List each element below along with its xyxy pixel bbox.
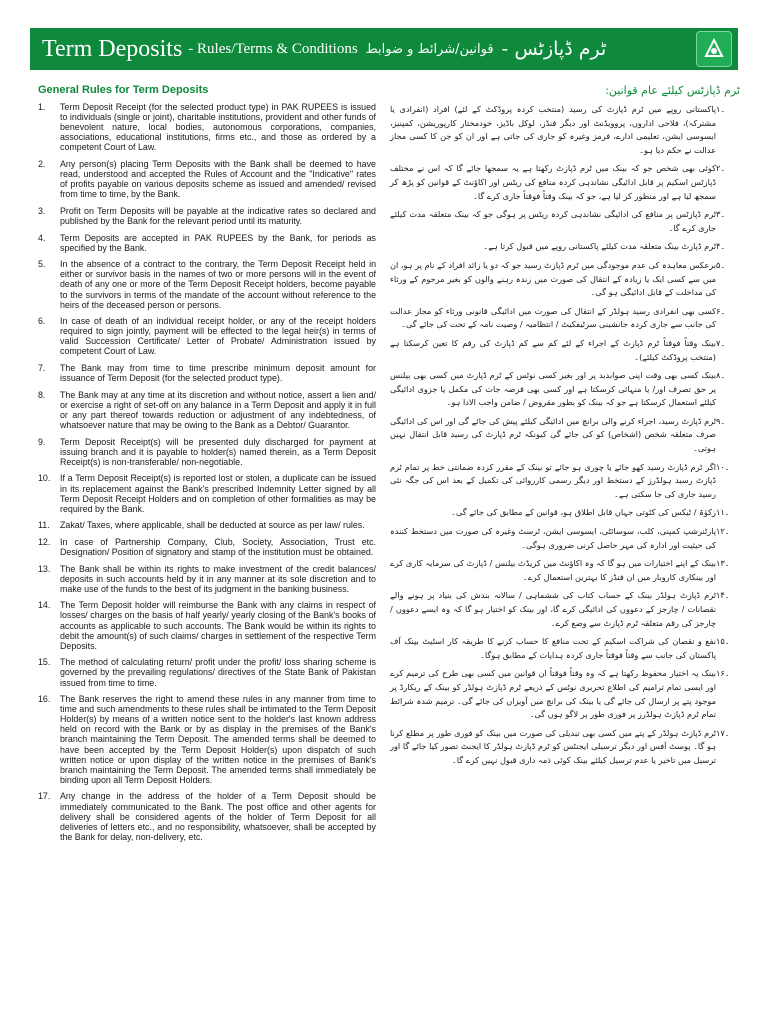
english-rule-text: Term Deposit Receipt (for the selected product type) in PAK RUPEES is issued to individuals (single or joint), charitable institutions, provident and other funds of benevolent nature, local bodies, autonomous corporations, companies, associations, educational institutions, firms etc., and those as ordered by a competent Court of Law. — [60, 102, 376, 153]
english-rule-text: Term Deposits are accepted in PAK RUPEES by the Bank, for periods as specified by the Bank. — [60, 232, 376, 253]
urdu-rule-text: بینک وقتاً فوقتاً ٹرم ڈپازٹ کے اجراء کے لئے کم سے کم ڈپازٹ کی رقم کا تعین کرسکتا ہے (منتخب پروڈکٹ کیلئے)۔ — [390, 337, 716, 362]
english-rule-item — [38, 657, 376, 687]
english-rule-item — [38, 600, 376, 650]
english-rule-text: The Bank may from time to time prescribe minimum deposit amount for issuance of Term Deposit (for the selected product type). — [60, 363, 376, 384]
urdu-rule-number: ۳۔ — [716, 209, 726, 220]
urdu-rule-item — [390, 369, 740, 410]
english-rule-text: In case of Partnership Company, Club, Society, Association, Trust etc. Designation/ Position of signatory and stamp of the institution must be obtained. — [60, 536, 376, 557]
urdu-rule-number: ۱۔ — [716, 104, 726, 114]
urdu-rule-number: ۲۔ — [716, 163, 726, 174]
urdu-rule-text: کسی بھی انفرادی رسید ہولڈر کے انتقال کی صورت میں ادائیگی قانونی ورثاء کو مجاز عدالت کی جانب سے جاری کردہ جانشینی سرٹیفکیٹ / انتظامیہ / وصیت نامہ کے تحت کی جائے گی۔ — [390, 305, 716, 330]
english-rule-number: 2. — [38, 158, 46, 169]
urdu-rule-text: زکوٰۃ / ٹیکس کی کٹوتی جہاں قابل اطلاق ہو، قوانین کے مطابق کی جائے گی۔ — [451, 507, 716, 518]
bank-logo-icon — [696, 31, 732, 67]
urdu-rule-number: ۱۶۔ — [716, 668, 730, 679]
english-rule-number: 5. — [38, 259, 46, 270]
english-rule-item — [38, 102, 376, 152]
english-rule-item — [38, 206, 376, 226]
urdu-rule-text: بینک یہ اختیار محفوظ رکھتا ہے کہ وہ وقتاً فوقتاً ان قوانین میں کسی بھی طرح کی ترمیم کرے اور ایسی تمام ترامیم کی اطلاع تحریری نوٹس کے ذریعے ٹرم ڈپازٹ ہولڈر کو بینک کے ریکارڈ پر موجود پتے پر ارسال کی جائے گی یا بینک کی برانچ میں آویزاں کی جائے گی۔ ترمیم شدہ شرائط تمام ٹرم ڈپازٹ ہولڈرز پر فوری طور پر لاگو ہوں گی۔ — [390, 668, 716, 720]
english-rule-item — [38, 259, 376, 309]
english-rule-number: 6. — [38, 316, 46, 327]
urdu-rule-item — [390, 259, 740, 300]
english-rule-text: The Term Deposit holder will reimburse the Bank with any claims in respect of losses/ charges on the basis of half yearly/ yearly closing of the Bank's books of accounts as applicable to such accounts. The Bank would be within its rights to debit the amount(s) of such claims/ charges in settlement of the respective Term Deposits. — [60, 600, 376, 651]
urdu-rule-text: اگر ٹرم ڈپازٹ رسید کھو جائے یا چوری ہو جائے تو بینک کے مقرر کردہ ضمانتی خط پر تمام ٹرم ڈپازٹ رسید ہولڈرز کے دستخط اور دیگر رسمی کارروائی کی تکمیل کے بعد اس کی جگہ نئی رسید جاری کی جا سکتی ہے۔ — [390, 461, 716, 499]
urdu-rule-text: ٹرم ڈپازٹس پر منافع کی ادائیگی نشاندہی کردہ ریٹس پر ہوگی جو کہ بینک متعلقہ مدت کیلئے جاری کرے گا۔ — [390, 209, 716, 233]
urdu-rule-number: ۶۔ — [716, 305, 726, 316]
urdu-heading: ٹرم ڈپازٹس کیلئے عام قوانین: — [605, 84, 740, 97]
english-rule-number: 12. — [38, 536, 51, 547]
urdu-rule-text: ٹرم ڈپازٹ بینک متعلقہ مدت کیلئے پاکستانی روپے میں قبول کرتا ہے۔ — [483, 241, 716, 252]
english-rule-text: In the absence of a contract to the contrary, the Term Deposit Receipt held in either or survivor basis in the names of two or more persons will in the event of death of any one or more of the Term Deposit Receipt holders, become payable to the survivors in terms of the mandate of the account without reference to the heirs of the deceased person or persons. — [60, 259, 376, 310]
urdu-rule-number: ۷۔ — [716, 337, 726, 348]
urdu-rule-item — [390, 525, 740, 552]
urdu-title: ٹرم ڈپازٹس - — [501, 38, 607, 60]
english-rule-text: Any change in the address of the holder of a Term Deposit should be immediately communicated to the Bank. The post office and other agents for delivery shall be considered agents of the holder of Term Deposit for all deliveries of letters etc., and no responsibility, whatsoever, shall be accepted by the Bank for delay, non-delivery, etc. — [60, 791, 376, 842]
english-rule-text: Zakat/ Taxes, where applicable, shall be deducted at source as per law/ rules. — [60, 520, 365, 531]
urdu-rule-number: ۴۔ — [716, 241, 726, 252]
urdu-rule-number: ۱۱۔ — [716, 507, 730, 518]
urdu-rule-number: ۱۵۔ — [716, 636, 730, 647]
urdu-rule-item — [390, 506, 740, 520]
english-rule-number: 14. — [38, 600, 51, 611]
english-rule-text: The method of calculating return/ profit under the profit/ loss sharing scheme is governed by the prevailing regulations/ directives of the State Bank of Pakistan issued from time to time. — [60, 657, 376, 688]
urdu-rule-item — [390, 162, 740, 203]
urdu-rule-item — [390, 305, 740, 332]
urdu-rule-item — [390, 589, 740, 630]
urdu-rule-number: ۱۷۔ — [716, 727, 730, 738]
english-rule-text: The Bank reserves the right to amend these rules in any manner from time to time and such amendments to these rules shall be intimated to the Term Deposit Holder(s) by means of a written notice sent to the holder's last known address held on record with the Bank or by as display in the premises of the Bank's branch maintaining the Term Deposit. The amended terms shall be deemed to have been accepted by the Term Deposit Holder(s) upon dispatch of such written notice or upon display of the written notice in the premises of Bank's branch maintaining the Term Deposit. The amended terms shall immediately be binding upon all Term Deposit Holders. — [60, 694, 376, 785]
english-rule-item — [38, 564, 376, 594]
english-rule-item — [38, 520, 376, 530]
urdu-rule-text: ٹرم ڈپازٹ ہولڈر بینک کے حساب کتاب کی ششماہی / سالانہ بندش کی بنیاد پر ہونے والے نقصانات / چارجز کے دعووں کی ادائیگی کرے گا، اور بینک کو اختیار ہو گا کہ وہ ایسے دعووں / چارجز کی رقم متعلقہ ٹرم ڈپازٹ سے وضع کرے۔ — [390, 590, 716, 628]
english-rule-text: Term Deposit Receipt(s) will be presented duly discharged for payment at issuing branch and it is payable to holder(s) named therein, as a Term Deposit Receipt(s) is non-transferable/ non-negotiable. — [60, 436, 376, 467]
urdu-rule-item — [390, 240, 740, 254]
urdu-subtitle: قوانین/شرائط و ضوابط — [365, 41, 494, 57]
urdu-rule-item — [390, 635, 740, 662]
page-subtitle: - Rules/Terms & Conditions — [188, 40, 358, 57]
english-heading: General Rules for Term Deposits — [38, 84, 209, 96]
english-rule-item — [38, 316, 376, 356]
urdu-rule-number: ۱۳۔ — [716, 558, 730, 569]
urdu-rule-item — [390, 461, 740, 502]
english-rule-item — [38, 437, 376, 467]
english-rule-text: If a Term Deposit Receipt(s) is reported lost or stolen, a duplicate can be issued in its replacement against the Bank's prescribed Indemnity Letter signed by all Term Deposit Receipt Holders and on completion of other formalities as may be required by the Bank. — [60, 473, 376, 514]
english-rule-text: The Bank may at any time at its discretion and without notice, assert a lien and/ or exercise a right of set-off on any balance in a Term Deposit and apply it in full or any part thereof towards reduction or adjustment of any indebtedness, of whatsoever nature that may be owing to the Bank as a Debtor/ Guarantor. — [60, 389, 376, 431]
urdu-rules-column — [390, 84, 740, 773]
english-rules-list — [38, 102, 376, 842]
english-rule-number: 15. — [38, 657, 51, 668]
urdu-rules-list — [390, 103, 740, 768]
english-rule-text: Profit on Term Deposits will be payable at the indicative rates so declared and published by the Bank for the relevant period until its maturity. — [60, 205, 376, 226]
english-rule-number: 8. — [38, 389, 46, 400]
urdu-rule-item — [390, 415, 740, 456]
english-rule-item — [38, 791, 376, 841]
english-rule-number: 4. — [38, 232, 46, 243]
english-rule-number: 9. — [38, 436, 46, 447]
urdu-rule-number: ۱۰۔ — [716, 461, 730, 472]
english-rule-item — [38, 233, 376, 253]
urdu-rule-item — [390, 667, 740, 721]
urdu-rule-text: ٹرم ڈپازٹ ہولڈر کے پتے میں کسی بھی تبدیلی کی صورت میں بینک کو فوری طور پر مطلع کرنا ہو گا۔ پوسٹ آفس اور دیگر ترسیلی ایجنٹس کو ٹرم ڈپازٹ ہولڈر کا ایجنٹ تصور کیا جائے گا اور ترسیل میں تاخیر یا عدم ترسیل کیلئے بینک کوئی ذمہ داری قبول نہیں کرے گا۔ — [390, 727, 716, 765]
urdu-rule-number: ۱۴۔ — [716, 590, 730, 601]
urdu-rule-number: ۵۔ — [716, 259, 726, 270]
english-rule-text: Any person(s) placing Term Deposits with the Bank shall be deemed to have read, understood and accepted the Rules of Account and the "Indicative" rates of profits payable on various deposits scheme as issued and amended/ revised from time to time, by the Bank. — [60, 158, 376, 200]
urdu-rule-text: پارٹنرشپ کمپنی، کلب، سوسائٹی، ایسوسی ایشن، ٹرسٹ وغیرہ کی صورت میں دستخط کنندہ کی حیثیت اور ادارہ کی مہر حاصل کرنی ضروری ہوگی۔ — [390, 526, 716, 550]
english-rule-item — [38, 363, 376, 383]
english-rule-text: The Bank shall be within its rights to make investment of the credit balances/ deposits in such accounts held by it in any manner at its sole discretion and to make use of the funds to the best of its judgment in the banking business. — [60, 563, 376, 594]
urdu-rule-text: نفع و نقصان کی شراکت اسکیم کے تحت منافع کا حساب کرنے کا طریقہ کار اسٹیٹ بینک آف پاکستان کی جانب سے وقتاً فوقتاً جاری کردہ ہدایات کے مطابق ہوگا۔ — [390, 636, 716, 660]
urdu-rule-item — [390, 557, 740, 584]
urdu-rule-number: ۱۲۔ — [716, 526, 730, 537]
english-rule-item — [38, 473, 376, 513]
urdu-rule-text: کوئی بھی شخص جو کہ بینک میں ٹرم ڈپازٹ رکھتا ہے یہ سمجھا جائے گا کہ اس نے مختلف ڈپازٹس اسکیم پر قابل ادائیگی نشاندہی کردہ منافع کی ریٹس اور اکاؤنٹ کے قوانین کو پڑھ کر سمجھ لیا ہے اور منظور کر لیا ہے، جو کہ بینک وقتاً فوقتاً جاری کرے گا۔ — [390, 163, 716, 201]
english-rule-text: In case of death of an individual receipt holder, or any of the receipt holders required to sign jointly, payment will be effected to the legal heir(s) in terms of valid Succession Certificate/ Letter of Probate/ Administration issued by competent Court of Law. — [60, 316, 376, 357]
urdu-rule-number: ۸۔ — [716, 370, 726, 381]
english-rule-item — [38, 537, 376, 557]
english-rule-number: 11. — [38, 520, 50, 531]
english-rule-item — [38, 390, 376, 430]
page-title: Term Deposits — [42, 35, 183, 62]
urdu-rule-text: بینک کے اپنے اختیارات میں ہو گا کہ وہ اکاؤنٹ میں کریڈٹ بیلنس / ڈپازٹ کی سرمایہ کاری کرے اور بینکاری کاروبار میں ان فنڈز کا بہترین استعمال کرے۔ — [390, 558, 716, 582]
english-rule-number: 3. — [38, 205, 46, 216]
urdu-rule-item — [390, 208, 740, 235]
header-banner — [30, 28, 738, 70]
urdu-rule-number: ۹۔ — [716, 415, 726, 426]
english-rule-number: 13. — [38, 563, 51, 574]
urdu-rule-item — [390, 337, 740, 364]
english-rule-number: 1. — [38, 102, 46, 112]
english-rule-number: 17. — [38, 791, 51, 802]
english-rule-item — [38, 159, 376, 199]
urdu-rule-text: ٹرم ڈپازٹ رسید، اجراء کرنے والی برانچ میں ادائیگی کیلئے پیش کی جائے گی اور اس کی ادائیگی صرف متعلقہ شخص (اشخاص) کو کی جائے گی کیونکہ ٹرم ڈپازٹ کی رسید قابل انتقال نہیں ہوتی۔ — [390, 415, 716, 454]
urdu-rule-item — [390, 103, 740, 157]
english-rule-number: 10. — [38, 473, 51, 484]
urdu-rule-text: بینک کسی بھی وقت اپنی صوابدید پر اور بغیر کسی نوٹس کے ٹرم ڈپازٹ میں کسی بھی بیلنس پر حق تصرف اور/ یا منہائی کرسکتا ہے اور کسی بھی قرضہ جات کی مکمل یا جزوی ادائیگی کیلئے استعمال کرسکتا ہے جو کہ بینک کو بطور مقروض / ضامن واجب الادا ہو۔ — [390, 370, 716, 408]
urdu-rule-text: پاکستانی روپے میں ٹرم ڈپازٹ کی رسید (منتخب کردہ پروڈکٹ کے لئے) افراد (انفرادی یا مشترکہ)، فلاحی اداروں، پروویڈنٹ اور دیگر فنڈز، لوکل باڈیز، خودمختار کارپوریشن، کمپنیز، ایسوسی ایشن، تعلیمی ادارے، فرمز وغیرہ کو جاری کی جاتی ہے اور ان کو جن کا کسی مجاز عدالت نے حکم دیا ہو۔ — [390, 104, 716, 155]
urdu-rule-text: برعکس معاہدہ کی عدم موجودگی میں ٹرم ڈپازٹ رسید جو کہ دو یا زائد افراد کے نام پر ہو، ان میں سے کسی ایک یا زیادہ کے انتقال کی صورت میں زندہ رہنے والوں کو بغیر مرحوم کے ورثاء کی مداخلت کے قابل ادائیگی ہو گی۔ — [390, 259, 716, 298]
urdu-rule-item — [390, 727, 740, 768]
english-rule-number: 16. — [38, 694, 51, 705]
english-rule-number: 7. — [38, 363, 46, 374]
english-rule-item — [38, 694, 376, 785]
english-rules-column — [38, 84, 376, 848]
